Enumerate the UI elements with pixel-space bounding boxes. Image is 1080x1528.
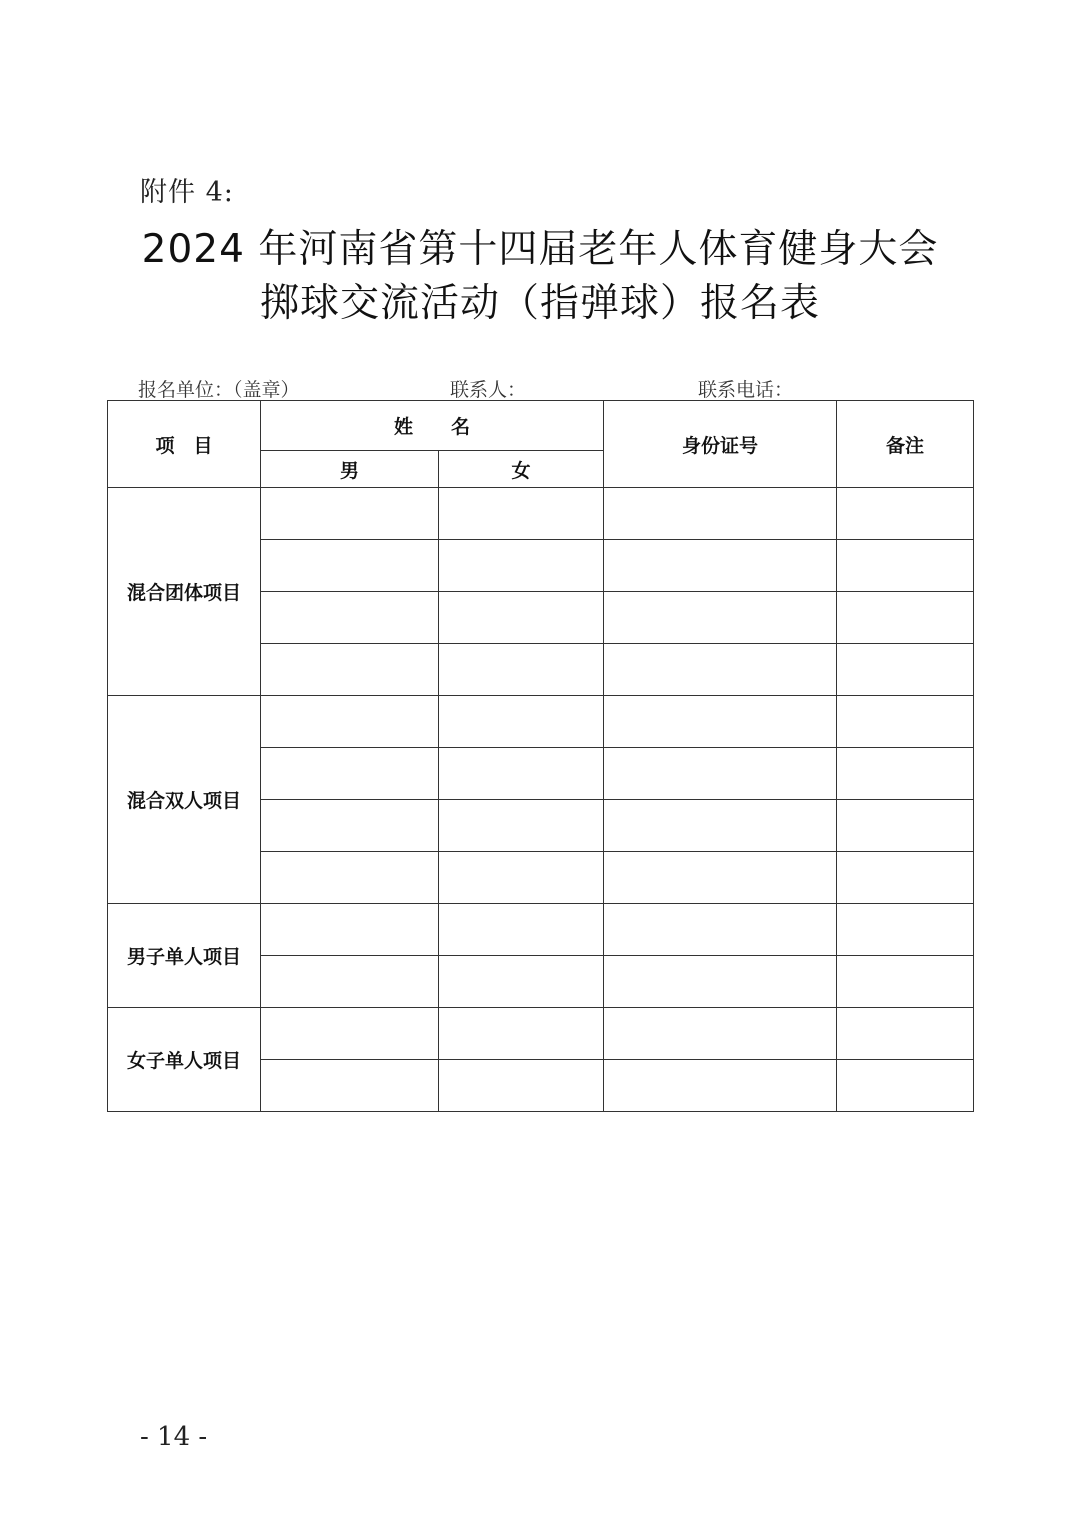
remarks-cell[interactable]: [837, 696, 974, 748]
male-name-cell[interactable]: [261, 1060, 439, 1112]
form-title-line1: 2024 年河南省第十四届老年人体育健身大会: [141, 227, 939, 272]
id-number-cell[interactable]: [604, 1008, 837, 1060]
id-number-cell[interactable]: [604, 488, 837, 540]
remarks-cell[interactable]: [837, 1060, 974, 1112]
female-name-cell[interactable]: [439, 540, 604, 592]
category-label-mixed-team: 混合团体项目: [108, 488, 261, 696]
id-number-cell[interactable]: [604, 852, 837, 904]
male-name-cell[interactable]: [261, 852, 439, 904]
female-name-cell[interactable]: [439, 1008, 604, 1060]
header-remarks: 备注: [837, 401, 974, 488]
male-name-cell[interactable]: [261, 696, 439, 748]
male-name-cell[interactable]: [261, 592, 439, 644]
contact-phone-label: 联系电话：: [698, 379, 794, 401]
female-name-cell[interactable]: [439, 1060, 604, 1112]
table-row: [108, 1008, 974, 1060]
male-name-cell[interactable]: [261, 488, 439, 540]
remarks-cell[interactable]: [837, 592, 974, 644]
header-name: 姓 名: [261, 401, 604, 451]
remarks-cell[interactable]: [837, 956, 974, 1008]
form-title-line2: 掷球交流活动（指弹球）报名表: [259, 281, 820, 326]
female-name-cell[interactable]: [439, 748, 604, 800]
female-name-cell[interactable]: [439, 904, 604, 956]
remarks-cell[interactable]: [837, 488, 974, 540]
id-number-cell[interactable]: [604, 592, 837, 644]
page-number: - 14 -: [140, 1422, 208, 1452]
id-number-cell[interactable]: [604, 800, 837, 852]
id-number-cell[interactable]: [604, 696, 837, 748]
registration-unit-label: 报名单位：（盖章）: [138, 379, 300, 401]
female-name-cell[interactable]: [439, 956, 604, 1008]
category-label-men-singles: 男子单人项目: [108, 904, 261, 1008]
female-name-cell[interactable]: [439, 852, 604, 904]
male-name-cell[interactable]: [261, 644, 439, 696]
attachment-label: 附件 4:: [140, 177, 234, 208]
remarks-cell[interactable]: [837, 748, 974, 800]
female-name-cell[interactable]: [439, 644, 604, 696]
male-name-cell[interactable]: [261, 904, 439, 956]
table-row: [108, 696, 974, 748]
male-name-cell[interactable]: [261, 748, 439, 800]
female-name-cell[interactable]: [439, 592, 604, 644]
female-name-cell[interactable]: [439, 488, 604, 540]
male-name-cell[interactable]: [261, 1008, 439, 1060]
id-number-cell[interactable]: [604, 904, 837, 956]
remarks-cell[interactable]: [837, 800, 974, 852]
table-row: [108, 904, 974, 956]
remarks-cell[interactable]: [837, 644, 974, 696]
male-name-cell[interactable]: [261, 800, 439, 852]
header-male: 男: [261, 451, 439, 488]
female-name-cell[interactable]: [439, 696, 604, 748]
id-number-cell[interactable]: [604, 1060, 837, 1112]
remarks-cell[interactable]: [837, 540, 974, 592]
header-row: [108, 401, 974, 451]
id-number-cell[interactable]: [604, 748, 837, 800]
female-name-cell[interactable]: [439, 800, 604, 852]
male-name-cell[interactable]: [261, 540, 439, 592]
id-number-cell[interactable]: [604, 956, 837, 1008]
table-row: [108, 488, 974, 540]
header-event: 项 目: [108, 401, 261, 488]
category-label-women-singles: 女子单人项目: [108, 1008, 261, 1112]
remarks-cell[interactable]: [837, 852, 974, 904]
contact-person-label: 联系人：: [450, 379, 527, 401]
male-name-cell[interactable]: [261, 956, 439, 1008]
category-label-mixed-doubles: 混合双人项目: [108, 696, 261, 904]
registration-table: [107, 400, 974, 1112]
header-female: 女: [439, 451, 604, 488]
header-id-number: 身份证号: [604, 401, 837, 488]
id-number-cell[interactable]: [604, 644, 837, 696]
id-number-cell[interactable]: [604, 540, 837, 592]
remarks-cell[interactable]: [837, 1008, 974, 1060]
remarks-cell[interactable]: [837, 904, 974, 956]
